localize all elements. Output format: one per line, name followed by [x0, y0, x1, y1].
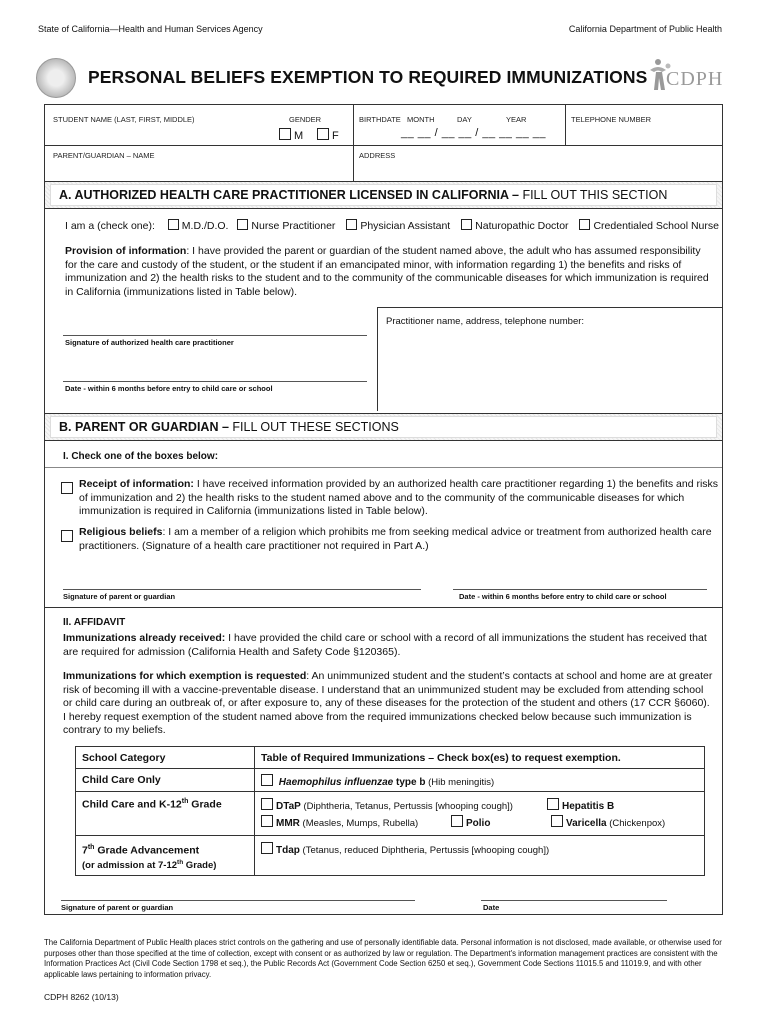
month-label: MONTH: [407, 115, 435, 124]
gender-label: GENDER: [289, 115, 322, 124]
option-physician-assistant[interactable]: Physician Assistant: [346, 220, 450, 232]
dtap-note: (Diphtheria, Tetanus, Pertussis [whooping cough]): [300, 801, 513, 812]
gender-f-option[interactable]: F: [317, 128, 339, 142]
tdap-row: [255, 836, 705, 876]
practitioner-info-label: Practitioner name, address, telephone number:: [386, 316, 585, 327]
part-one-title: I. Check one of the boxes below:: [63, 451, 219, 462]
varicella-checkbox[interactable]: [551, 815, 563, 827]
form-body: [44, 104, 723, 915]
logo-text: CDPH: [666, 68, 724, 90]
exemption-text: : An unimmunized student and the student’s contacts at school and home are at greater risk of becoming ill with a vaccine-preventable disease. I understand that an unimmunized student may be excluded from attending school or child care during an outbreak of, or after exposure to, any of these diseases for the protection of the student and others (17 CCR §6060). I hereby request exemption of the student named above from the required immunizations checked below because such immunization is contrary to my beliefs.: [63, 670, 713, 736]
child-care-only-category: Child Care Only: [76, 769, 255, 792]
already-received-paragraph: [63, 632, 713, 659]
receipt-heading: Receipt of information:: [79, 478, 194, 490]
nurse-practitioner-checkbox[interactable]: [237, 219, 248, 230]
parent-date-line[interactable]: [453, 589, 707, 590]
md-do-checkbox[interactable]: [168, 219, 179, 230]
religious-text: : I am a member of a religion which prohibits me from seeking medical advice or treatment from authorized health care practitioners. (Signature of a health care practitioner not required in Part A.): [79, 526, 712, 552]
birthdate-label: BIRTHDATE: [359, 115, 401, 124]
receipt-text: I have received information provided by an authorized health care practitioner regarding 1) the benefits and risks of immunization and 2) the health risks to the student named above and to the community of the communicable diseases for which immunization is required in California (immunizations listed in Table below).: [79, 478, 719, 517]
final-date-line[interactable]: [481, 900, 667, 901]
day-label: DAY: [457, 115, 472, 124]
practitioner-signature-line[interactable]: [63, 335, 367, 336]
option-nurse-practitioner[interactable]: Nurse Practitioner: [237, 220, 335, 232]
practitioner-date-label: Date - within 6 months before entry to child care or school: [65, 384, 273, 393]
section-b-subtitle: FILL OUT THESE SECTIONS: [228, 420, 399, 434]
privacy-notice: The California Department of Public Health places strict controls on the gathering and use of personally identifiable data. Personal information is not disclosed, made available, or otherwise used for purposes other than those specified at the time of collection, except with consent or as authorized by law or regulation. The Department's information management practices are consistent with the Information Practices Act (Civil Code Section 1798 et seq.), the Public Records Act (Government Code Section 6250 et seq.), Government Code Sections 11015.5 and 11019.9, and with other applicable laws pertaining to information privacy.: [44, 938, 722, 979]
gender-f-checkbox[interactable]: [317, 128, 329, 140]
polio-label: Polio: [466, 818, 491, 829]
school-nurse-checkbox[interactable]: [579, 219, 590, 230]
student-name-label: STUDENT NAME (LAST, FIRST, MIDDLE): [53, 115, 195, 124]
hepatitis-b-checkbox[interactable]: [547, 798, 559, 810]
seventh-grade-category: 7th Grade Advancement (or admission at 7-12th Grade): [76, 836, 255, 876]
state-seal-icon: [36, 58, 76, 98]
cdph-logo: [646, 56, 726, 96]
option-school-nurse[interactable]: Credentialed School Nurse: [579, 220, 719, 232]
already-received-heading: Immunizations already received:: [63, 632, 226, 644]
mmr-note: (Measles, Mumps, Rubella): [299, 818, 419, 829]
option-naturopathic-doctor[interactable]: Naturopathic Doctor: [461, 220, 568, 232]
k12-category: Child Care and K-12th Grade: [76, 792, 255, 836]
receipt-checkbox[interactable]: [61, 480, 76, 498]
gender-m-checkbox[interactable]: [279, 128, 291, 140]
varicella-label: Varicella: [566, 818, 607, 829]
tdap-note: (Tetanus, reduced Diphtheria, Pertussis [whooping cough]): [299, 845, 550, 856]
final-parent-signature-label: Signature of parent or guardian: [61, 903, 174, 912]
affidavit-title: II. AFFIDAVIT: [63, 617, 126, 628]
year-label: YEAR: [506, 115, 527, 124]
hepatitis-b-label: Hepatitis B: [562, 801, 615, 812]
telephone-label: TELEPHONE NUMBER: [571, 115, 652, 124]
practitioner-date-line[interactable]: [63, 381, 367, 382]
religious-checkbox[interactable]: [61, 528, 76, 546]
section-b-header: [45, 413, 722, 441]
parent-signature-line[interactable]: [63, 589, 421, 590]
k12-vaccines: [255, 792, 705, 836]
polio-checkbox[interactable]: [451, 815, 463, 827]
hib-row: Haemophilus influenzae type b (Hib meningitis): [255, 769, 705, 792]
hib-checkbox[interactable]: [261, 774, 273, 786]
provision-heading: Provision of information: [65, 245, 187, 257]
section-a-title: A. AUTHORIZED HEALTH CARE PRACTITIONER LICENSED IN CALIFORNIA –: [59, 188, 519, 202]
practitioner-signature-label: Signature of authorized health care practitioner: [65, 338, 234, 347]
section-a-header: [45, 181, 722, 209]
religious-heading: Religious beliefs: [79, 526, 163, 538]
parent-date-label: Date - within 6 months before entry to child care or school: [459, 592, 667, 601]
department-name: California Department of Public Health: [568, 24, 722, 34]
final-date-label: Date: [483, 903, 500, 912]
naturopathic-doctor-checkbox[interactable]: [461, 219, 472, 230]
religious-paragraph: [79, 526, 719, 553]
immunization-table: [75, 746, 705, 876]
i-am-label: I am a (check one):: [65, 220, 155, 232]
exemption-paragraph: [63, 670, 713, 738]
parent-name-label: PARENT/GUARDIAN – NAME: [53, 151, 155, 160]
school-category-header: School Category: [76, 747, 255, 769]
option-md-do[interactable]: M.D./D.O.: [168, 220, 229, 232]
dtap-checkbox[interactable]: [261, 798, 273, 810]
dtap-label: DTaP: [276, 801, 301, 812]
provision-paragraph: [65, 245, 713, 299]
section-b-title: B. PARENT OR GUARDIAN –: [59, 420, 229, 434]
form-number: CDPH 8262 (10/13): [44, 992, 119, 1002]
required-immunizations-header: Table of Required Immunizations – Check box(es) to request exemption.: [255, 747, 705, 769]
parent-signature-label: Signature of parent or guardian: [63, 592, 176, 601]
physician-assistant-checkbox[interactable]: [346, 219, 357, 230]
section-a-subtitle: FILL OUT THIS SECTION: [518, 188, 668, 202]
address-label: ADDRESS: [359, 151, 396, 160]
birthdate-field[interactable]: __ __ / __ __ / __ __ __ __: [401, 127, 547, 139]
hib-label: Haemophilus influenzae: [278, 777, 394, 788]
practitioner-info-box[interactable]: [377, 307, 723, 411]
mmr-checkbox[interactable]: [261, 815, 273, 827]
tdap-label: Tdap: [276, 845, 300, 856]
varicella-note: (Chickenpox): [606, 818, 666, 829]
hib-note: (Hib meningitis): [425, 777, 495, 788]
provision-text: : I have provided the parent or guardian of the student named above, the adult who has assumed responsibility for the care and custody of the student, or the student if an emancipated minor, with information regarding 1) the benefits and risks of immunization and 2) the health risks to the student and to the community of the communicable diseases for which immunization is required in California (immunizations listed in Table below).: [65, 245, 709, 298]
form-title: PERSONAL BELIEFS EXEMPTION TO REQUIRED IMMUNIZATIONS: [88, 67, 648, 87]
already-received-text: I have provided the child care or school with a record of all immunizations the student has received that are required for admission (California Health and Safety Code §120365).: [63, 632, 707, 658]
mmr-label: MMR: [276, 818, 300, 829]
final-parent-signature-line[interactable]: [61, 900, 415, 901]
exemption-heading: Immunizations for which exemption is requested: [63, 670, 307, 682]
agency-name: State of California—Health and Human Services Agency: [38, 24, 263, 34]
receipt-paragraph: [79, 478, 719, 519]
practitioner-type-row: [65, 219, 719, 232]
gender-m-option[interactable]: M: [279, 128, 303, 142]
tdap-checkbox[interactable]: [261, 842, 273, 854]
